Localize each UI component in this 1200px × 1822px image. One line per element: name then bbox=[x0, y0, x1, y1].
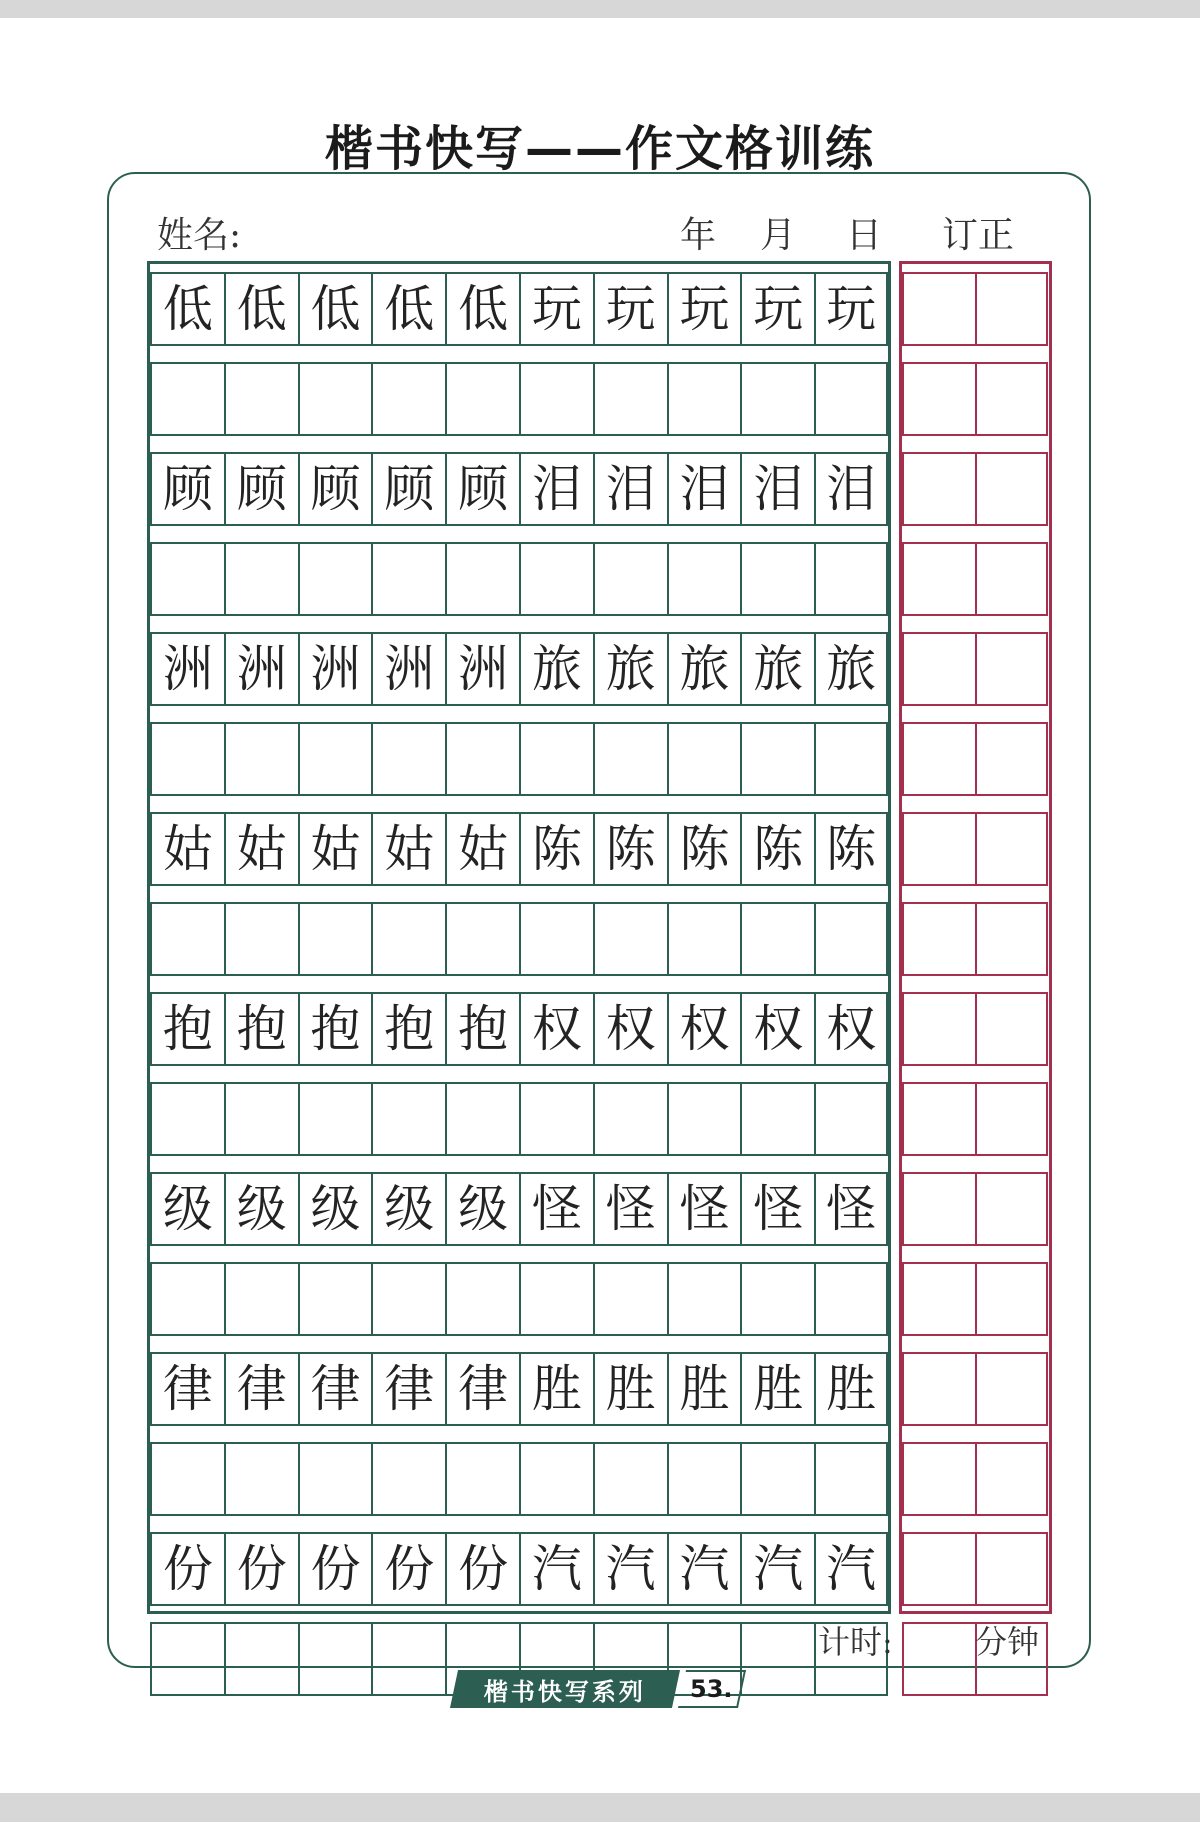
correction-row bbox=[902, 1532, 1049, 1606]
writing-cell[interactable] bbox=[593, 902, 667, 976]
character-cell: 陈 bbox=[593, 812, 667, 886]
page-title: 楷书快写——作文格训练 bbox=[324, 121, 875, 177]
grid-row bbox=[150, 992, 888, 1066]
character-cell: 玩 bbox=[814, 272, 888, 346]
character-cell: 律 bbox=[150, 1352, 224, 1426]
character-cell: 陈 bbox=[740, 812, 814, 886]
correction-cell[interactable] bbox=[902, 1352, 975, 1426]
character-cell: 汽 bbox=[667, 1532, 741, 1606]
writing-cell[interactable] bbox=[445, 722, 519, 796]
character-cell: 胜 bbox=[519, 1352, 593, 1426]
writing-cell[interactable] bbox=[667, 542, 741, 616]
character-cell: 级 bbox=[224, 1172, 298, 1246]
correction-cell[interactable] bbox=[902, 272, 975, 346]
correction-cell[interactable] bbox=[902, 542, 975, 616]
grid-row bbox=[150, 452, 888, 526]
character-cell: 姑 bbox=[224, 812, 298, 886]
character-cell: 顾 bbox=[150, 452, 224, 526]
writing-cell[interactable] bbox=[150, 722, 224, 796]
character-cell: 洲 bbox=[150, 632, 224, 706]
character-cell: 怪 bbox=[740, 1172, 814, 1246]
writing-cell[interactable] bbox=[519, 362, 593, 436]
correction-row bbox=[902, 902, 1049, 976]
writing-cell[interactable] bbox=[150, 1442, 224, 1516]
correction-row bbox=[902, 722, 1049, 796]
writing-cell[interactable] bbox=[519, 902, 593, 976]
writing-cell[interactable] bbox=[740, 1442, 814, 1516]
character-cell: 胜 bbox=[814, 1352, 888, 1426]
correction-cell[interactable] bbox=[975, 1442, 1048, 1516]
writing-cell[interactable] bbox=[593, 362, 667, 436]
character-cell: 胜 bbox=[667, 1352, 741, 1426]
correction-cell[interactable] bbox=[975, 362, 1048, 436]
writing-cell[interactable] bbox=[519, 722, 593, 796]
correction-label: 订正 bbox=[942, 215, 1015, 256]
character-cell: 权 bbox=[519, 992, 593, 1066]
writing-cell[interactable] bbox=[298, 1622, 372, 1696]
correction-row bbox=[902, 1262, 1049, 1336]
character-cell: 旅 bbox=[740, 632, 814, 706]
writing-cell[interactable] bbox=[298, 362, 372, 436]
character-cell: 胜 bbox=[740, 1352, 814, 1426]
correction-cell[interactable] bbox=[902, 1082, 975, 1156]
writing-cell[interactable] bbox=[445, 362, 519, 436]
writing-cell[interactable] bbox=[224, 1082, 298, 1156]
timer-label: 计时: bbox=[818, 1623, 893, 1661]
writing-cell[interactable] bbox=[224, 542, 298, 616]
grid-row bbox=[150, 902, 888, 976]
writing-cell[interactable] bbox=[150, 1082, 224, 1156]
writing-cell[interactable] bbox=[740, 1262, 814, 1336]
character-cell: 旅 bbox=[667, 632, 741, 706]
character-cell: 旅 bbox=[593, 632, 667, 706]
character-cell: 陈 bbox=[519, 812, 593, 886]
correction-cell[interactable] bbox=[902, 1442, 975, 1516]
writing-cell[interactable] bbox=[814, 902, 888, 976]
character-cell: 级 bbox=[150, 1172, 224, 1246]
character-cell: 陈 bbox=[667, 812, 741, 886]
correction-cell[interactable] bbox=[902, 1532, 975, 1606]
month-label: 月 bbox=[760, 215, 797, 256]
writing-cell[interactable] bbox=[740, 1622, 814, 1696]
writing-cell[interactable] bbox=[224, 722, 298, 796]
writing-cell[interactable] bbox=[667, 1082, 741, 1156]
character-cell: 份 bbox=[150, 1532, 224, 1606]
grid-row bbox=[150, 1262, 888, 1336]
character-cell: 律 bbox=[224, 1352, 298, 1426]
writing-cell[interactable] bbox=[224, 1622, 298, 1696]
writing-cell[interactable] bbox=[740, 722, 814, 796]
character-cell: 玩 bbox=[740, 272, 814, 346]
character-cell: 胜 bbox=[593, 1352, 667, 1426]
writing-cell[interactable] bbox=[667, 902, 741, 976]
writing-cell[interactable] bbox=[224, 1262, 298, 1336]
correction-cell[interactable] bbox=[975, 1352, 1048, 1426]
character-cell: 抱 bbox=[224, 992, 298, 1066]
writing-cell[interactable] bbox=[814, 542, 888, 616]
character-cell: 份 bbox=[298, 1532, 372, 1606]
writing-cell[interactable] bbox=[371, 542, 445, 616]
writing-cell[interactable] bbox=[667, 1262, 741, 1336]
character-cell: 律 bbox=[298, 1352, 372, 1426]
page-number: 53. bbox=[689, 1675, 733, 1703]
top-border-band bbox=[0, 0, 1200, 18]
character-cell: 权 bbox=[593, 992, 667, 1066]
practice-grid bbox=[147, 261, 891, 1614]
character-cell: 玩 bbox=[667, 272, 741, 346]
character-cell: 玩 bbox=[593, 272, 667, 346]
correction-cell[interactable] bbox=[975, 1082, 1048, 1156]
correction-cell[interactable] bbox=[902, 632, 975, 706]
writing-cell[interactable] bbox=[150, 1262, 224, 1336]
name-label: 姓名: bbox=[157, 215, 242, 256]
character-cell: 顾 bbox=[371, 452, 445, 526]
character-cell: 份 bbox=[445, 1532, 519, 1606]
correction-cell[interactable] bbox=[902, 1262, 975, 1336]
writing-cell[interactable] bbox=[298, 902, 372, 976]
character-cell: 顾 bbox=[445, 452, 519, 526]
correction-row bbox=[902, 632, 1049, 706]
writing-cell[interactable] bbox=[667, 362, 741, 436]
writing-cell[interactable] bbox=[593, 1262, 667, 1336]
character-cell: 低 bbox=[371, 272, 445, 346]
character-cell: 怪 bbox=[667, 1172, 741, 1246]
writing-cell[interactable] bbox=[814, 362, 888, 436]
character-cell: 低 bbox=[224, 272, 298, 346]
writing-cell[interactable] bbox=[150, 362, 224, 436]
writing-cell[interactable] bbox=[298, 1082, 372, 1156]
writing-cell[interactable] bbox=[371, 1262, 445, 1336]
character-cell: 泪 bbox=[519, 452, 593, 526]
writing-cell[interactable] bbox=[593, 1082, 667, 1156]
writing-cell[interactable] bbox=[224, 902, 298, 976]
correction-cell[interactable] bbox=[902, 1172, 975, 1246]
character-cell: 洲 bbox=[371, 632, 445, 706]
writing-cell[interactable] bbox=[814, 1262, 888, 1336]
writing-cell[interactable] bbox=[740, 542, 814, 616]
writing-cell[interactable] bbox=[519, 542, 593, 616]
writing-cell[interactable] bbox=[298, 1442, 372, 1516]
writing-cell[interactable] bbox=[371, 1622, 445, 1696]
character-cell: 汽 bbox=[519, 1532, 593, 1606]
character-cell: 权 bbox=[814, 992, 888, 1066]
writing-cell[interactable] bbox=[371, 722, 445, 796]
character-cell: 律 bbox=[371, 1352, 445, 1426]
writing-cell[interactable] bbox=[519, 1442, 593, 1516]
character-cell: 洲 bbox=[224, 632, 298, 706]
writing-cell[interactable] bbox=[224, 1442, 298, 1516]
character-cell: 姑 bbox=[371, 812, 445, 886]
correction-row bbox=[902, 362, 1049, 436]
character-cell: 低 bbox=[298, 272, 372, 346]
character-cell: 权 bbox=[667, 992, 741, 1066]
writing-cell[interactable] bbox=[445, 542, 519, 616]
correction-cell[interactable] bbox=[902, 362, 975, 436]
writing-cell[interactable] bbox=[814, 1082, 888, 1156]
correction-cell[interactable] bbox=[902, 902, 975, 976]
correction-cell[interactable] bbox=[902, 992, 975, 1066]
character-cell: 级 bbox=[298, 1172, 372, 1246]
character-cell: 泪 bbox=[814, 452, 888, 526]
writing-cell[interactable] bbox=[519, 1262, 593, 1336]
writing-cell[interactable] bbox=[445, 902, 519, 976]
grid-row bbox=[150, 1442, 888, 1516]
character-cell: 低 bbox=[150, 272, 224, 346]
correction-cell[interactable] bbox=[902, 1622, 975, 1696]
character-cell: 玩 bbox=[519, 272, 593, 346]
writing-cell[interactable] bbox=[593, 542, 667, 616]
character-cell: 陈 bbox=[814, 812, 888, 886]
character-cell: 顾 bbox=[224, 452, 298, 526]
minutes-label: 分钟 bbox=[975, 1623, 1040, 1661]
character-cell: 抱 bbox=[371, 992, 445, 1066]
writing-cell[interactable] bbox=[519, 1082, 593, 1156]
correction-cell[interactable] bbox=[975, 1532, 1048, 1606]
writing-cell[interactable] bbox=[371, 1082, 445, 1156]
correction-row bbox=[902, 992, 1049, 1066]
writing-cell[interactable] bbox=[150, 542, 224, 616]
correction-row bbox=[902, 1172, 1049, 1246]
writing-cell[interactable] bbox=[814, 1442, 888, 1516]
character-cell: 姑 bbox=[445, 812, 519, 886]
character-cell: 抱 bbox=[445, 992, 519, 1066]
character-cell: 旅 bbox=[814, 632, 888, 706]
writing-cell[interactable] bbox=[298, 542, 372, 616]
character-cell: 姑 bbox=[298, 812, 372, 886]
correction-row bbox=[902, 1352, 1049, 1426]
correction-row bbox=[902, 812, 1049, 886]
writing-cell[interactable] bbox=[593, 1442, 667, 1516]
grid-row bbox=[150, 812, 888, 886]
character-cell: 汽 bbox=[593, 1532, 667, 1606]
character-cell: 抱 bbox=[150, 992, 224, 1066]
correction-cell[interactable] bbox=[975, 272, 1048, 346]
grid-row bbox=[150, 1352, 888, 1426]
grid-row bbox=[150, 1082, 888, 1156]
character-cell: 级 bbox=[445, 1172, 519, 1246]
character-cell: 洲 bbox=[298, 632, 372, 706]
writing-cell[interactable] bbox=[445, 1082, 519, 1156]
character-cell: 怪 bbox=[814, 1172, 888, 1246]
character-cell: 律 bbox=[445, 1352, 519, 1426]
correction-cell[interactable] bbox=[975, 992, 1048, 1066]
character-cell: 旅 bbox=[519, 632, 593, 706]
grid-row bbox=[150, 722, 888, 796]
writing-cell[interactable] bbox=[667, 722, 741, 796]
correction-row bbox=[902, 272, 1049, 346]
writing-cell[interactable] bbox=[224, 362, 298, 436]
page-number-box bbox=[678, 1670, 746, 1708]
correction-cell[interactable] bbox=[902, 812, 975, 886]
writing-cell[interactable] bbox=[740, 902, 814, 976]
correction-cell[interactable] bbox=[975, 722, 1048, 796]
character-cell: 泪 bbox=[740, 452, 814, 526]
series-badge bbox=[450, 1670, 680, 1708]
character-cell: 份 bbox=[224, 1532, 298, 1606]
correction-cell[interactable] bbox=[902, 452, 975, 526]
character-cell: 洲 bbox=[445, 632, 519, 706]
writing-cell[interactable] bbox=[445, 1442, 519, 1516]
day-label: 日 bbox=[846, 215, 883, 256]
correction-row bbox=[902, 1442, 1049, 1516]
correction-grid bbox=[899, 261, 1052, 1614]
character-cell: 级 bbox=[371, 1172, 445, 1246]
character-cell: 泪 bbox=[593, 452, 667, 526]
writing-cell[interactable] bbox=[740, 1082, 814, 1156]
writing-cell[interactable] bbox=[371, 902, 445, 976]
series-label: 楷书快写系列 bbox=[484, 1677, 646, 1706]
character-cell: 泪 bbox=[667, 452, 741, 526]
year-label: 年 bbox=[680, 215, 717, 256]
character-cell: 权 bbox=[740, 992, 814, 1066]
character-cell: 怪 bbox=[593, 1172, 667, 1246]
writing-cell[interactable] bbox=[445, 1262, 519, 1336]
writing-cell[interactable] bbox=[150, 902, 224, 976]
bottom-border-band bbox=[0, 1793, 1200, 1822]
correction-cell[interactable] bbox=[975, 632, 1048, 706]
correction-cell[interactable] bbox=[975, 542, 1048, 616]
correction-cell[interactable] bbox=[975, 812, 1048, 886]
correction-cell[interactable] bbox=[975, 452, 1048, 526]
correction-cell[interactable] bbox=[975, 902, 1048, 976]
writing-cell[interactable] bbox=[371, 362, 445, 436]
character-cell: 怪 bbox=[519, 1172, 593, 1246]
character-cell: 低 bbox=[445, 272, 519, 346]
character-cell: 姑 bbox=[150, 812, 224, 886]
writing-cell[interactable] bbox=[150, 1622, 224, 1696]
writing-cell[interactable] bbox=[371, 1442, 445, 1516]
correction-cell[interactable] bbox=[975, 1262, 1048, 1336]
writing-cell[interactable] bbox=[814, 722, 888, 796]
grid-row bbox=[150, 272, 888, 346]
correction-row bbox=[902, 542, 1049, 616]
character-cell: 汽 bbox=[740, 1532, 814, 1606]
character-cell: 抱 bbox=[298, 992, 372, 1066]
grid-row bbox=[150, 1172, 888, 1246]
writing-cell[interactable] bbox=[740, 362, 814, 436]
writing-cell[interactable] bbox=[667, 1442, 741, 1516]
grid-row bbox=[150, 542, 888, 616]
grid-row bbox=[150, 632, 888, 706]
character-cell: 顾 bbox=[298, 452, 372, 526]
correction-cell[interactable] bbox=[975, 1172, 1048, 1246]
correction-row bbox=[902, 452, 1049, 526]
character-cell: 份 bbox=[371, 1532, 445, 1606]
correction-cell[interactable] bbox=[902, 722, 975, 796]
writing-cell[interactable] bbox=[593, 722, 667, 796]
correction-row bbox=[902, 1082, 1049, 1156]
writing-cell[interactable] bbox=[298, 722, 372, 796]
grid-row bbox=[150, 1532, 888, 1606]
character-cell: 汽 bbox=[814, 1532, 888, 1606]
grid-row bbox=[150, 362, 888, 436]
writing-cell[interactable] bbox=[298, 1262, 372, 1336]
